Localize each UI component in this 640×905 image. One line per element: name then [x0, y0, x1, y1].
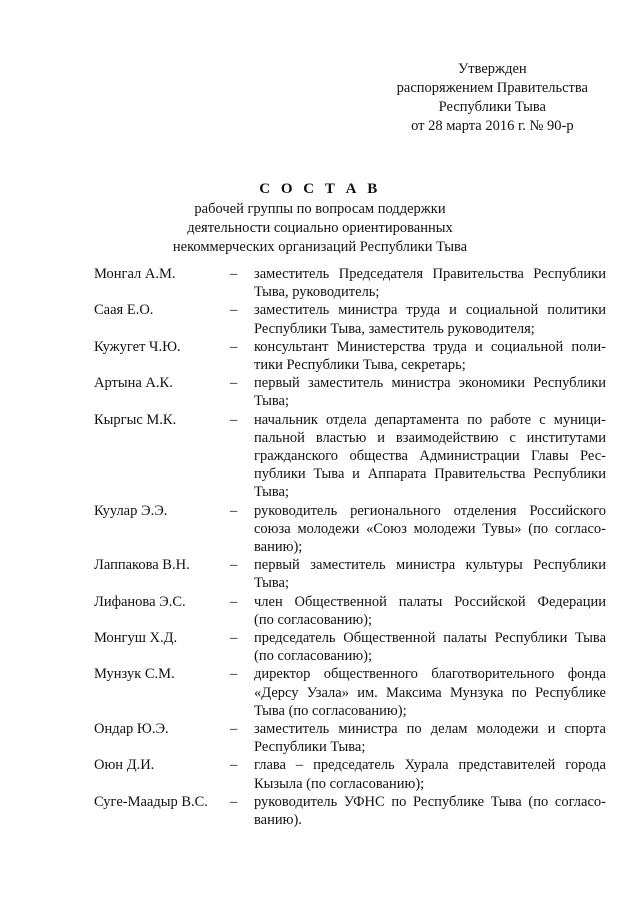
member-row — [94, 665, 606, 720]
member-name: Куулар Э.Э. — [94, 502, 168, 519]
member-role — [254, 265, 606, 301]
member-role-line: тики Республики Тыва, секретарь; — [254, 357, 466, 374]
member-role-line: председатель Общественной палаты Республики Тыва — [254, 630, 606, 647]
member-role-line: Республики Тыва; — [254, 739, 366, 756]
member-role-line: руководитель УФНС по Республике Тыва (по согласо- — [254, 793, 606, 810]
member-role-line: директор общественного благотворительного фонда — [254, 666, 606, 683]
member-name: Суге-Маадыр В.С. — [94, 793, 208, 810]
member-dash: – — [230, 593, 238, 610]
member-role-line: Республики Тыва, заместитель руководителя; — [254, 320, 535, 337]
member-dash: – — [230, 266, 238, 282]
title-subtitle-3: некоммерческих организаций Республики Тыва — [172, 239, 468, 255]
member-row — [94, 374, 606, 410]
member-role-line: «Дерсу Узала» им. Максима Мунзука по Республике — [254, 684, 606, 701]
member-role — [254, 374, 606, 410]
member-role-line: Тыва; — [254, 575, 289, 592]
member-role-line: (по согласованию); — [254, 611, 373, 628]
member-role-line: заместитель Председателя Правительства Республики — [254, 266, 606, 282]
member-row — [94, 265, 606, 301]
member-role-line: консультант Министерства труда и социальной поли- — [254, 338, 606, 355]
member-row — [94, 756, 606, 792]
members-list — [94, 265, 606, 829]
member-role-line: глава – председатель Хурала представителей города — [254, 757, 606, 774]
member-role — [254, 593, 606, 629]
member-dash: – — [230, 666, 238, 683]
member-name: Мунзук С.М. — [94, 666, 175, 683]
approval-line-3: Республики Тыва — [438, 99, 546, 115]
title-heading: С О С Т А В — [259, 181, 381, 197]
member-role-line: Тыва (по согласованию); — [254, 702, 407, 719]
document-title — [0, 180, 640, 257]
member-role — [254, 338, 606, 374]
member-dash: – — [230, 557, 238, 574]
member-role — [254, 301, 606, 337]
member-dash: – — [230, 757, 238, 774]
member-row — [94, 301, 606, 337]
member-role-line: заместитель министра по делам молодежи и спорта — [254, 721, 606, 738]
member-row — [94, 720, 606, 756]
member-role — [254, 793, 606, 829]
member-name: Лаппакова В.Н. — [94, 557, 190, 574]
member-role-line: член Общественной палаты Российской Федерации — [254, 593, 606, 610]
member-role — [254, 756, 606, 792]
approval-line-1: Утвержден — [458, 61, 527, 77]
member-role-line: первый заместитель министра культуры Республики — [254, 557, 606, 574]
member-role — [254, 720, 606, 756]
member-role-line: руководитель регионального отделения Российского — [254, 502, 606, 519]
member-role — [254, 556, 606, 592]
member-role-line: ванию). — [254, 812, 302, 829]
member-dash: – — [230, 411, 238, 428]
member-name: Кужугет Ч.Ю. — [94, 338, 181, 355]
member-name: Монгал А.М. — [94, 266, 176, 282]
member-dash: – — [230, 793, 238, 810]
member-role — [254, 629, 606, 665]
approval-line-2: распоряжением Правительства — [396, 80, 588, 96]
approval-line-4: от 28 марта 2016 г. № 90-р — [411, 118, 574, 134]
member-role-line: заместитель министра труда и социальной политики — [254, 302, 606, 319]
member-dash: – — [230, 302, 238, 319]
member-row — [94, 338, 606, 374]
title-subtitle-2: деятельности социально ориентированных — [187, 220, 453, 236]
member-role-line: ванию); — [254, 539, 303, 556]
member-row — [94, 793, 606, 829]
member-role-line: пальной властью и взаимодействию с институтами — [254, 429, 606, 446]
member-row — [94, 502, 606, 557]
member-name: Лифанова Э.С. — [94, 593, 186, 610]
member-role-line: (по согласованию); — [254, 648, 373, 665]
member-name: Саая Е.О. — [94, 302, 154, 319]
member-name: Кыргыс М.К. — [94, 411, 177, 428]
member-dash: – — [230, 630, 238, 647]
member-name: Оюн Д.И. — [94, 757, 155, 774]
approval-stamp — [397, 60, 588, 136]
member-role-line: публики Тыва и Аппарата Правительства Республики — [254, 466, 606, 483]
member-role-line: союза молодежи «Союз молодежи Тувы» (по согласо- — [254, 520, 606, 537]
member-role-line: Тыва; — [254, 484, 289, 501]
member-role — [254, 502, 606, 557]
member-dash: – — [230, 375, 238, 392]
member-role-line: гражданского общества Администрации Главы Рес- — [254, 448, 606, 465]
member-row — [94, 556, 606, 592]
member-row — [94, 411, 606, 502]
member-row — [94, 629, 606, 665]
member-role-line: начальник отдела департамента по работе с муници- — [254, 411, 606, 428]
member-role — [254, 411, 606, 502]
member-role-line: первый заместитель министра экономики Республики — [254, 375, 606, 392]
member-dash: – — [230, 502, 238, 519]
member-role-line: Тыва, руководитель; — [254, 284, 380, 301]
member-role-line: Тыва; — [254, 393, 289, 410]
member-dash: – — [230, 721, 238, 738]
member-role-line: Кызыла (по согласованию); — [254, 775, 425, 792]
member-name: Ондар Ю.Э. — [94, 721, 169, 738]
member-name: Монгуш Х.Д. — [94, 630, 178, 647]
member-role — [254, 665, 606, 720]
member-row — [94, 593, 606, 629]
member-dash: – — [230, 338, 238, 355]
member-name: Артына А.К. — [94, 375, 173, 392]
title-subtitle-1: рабочей группы по вопросам поддержки — [194, 201, 446, 217]
